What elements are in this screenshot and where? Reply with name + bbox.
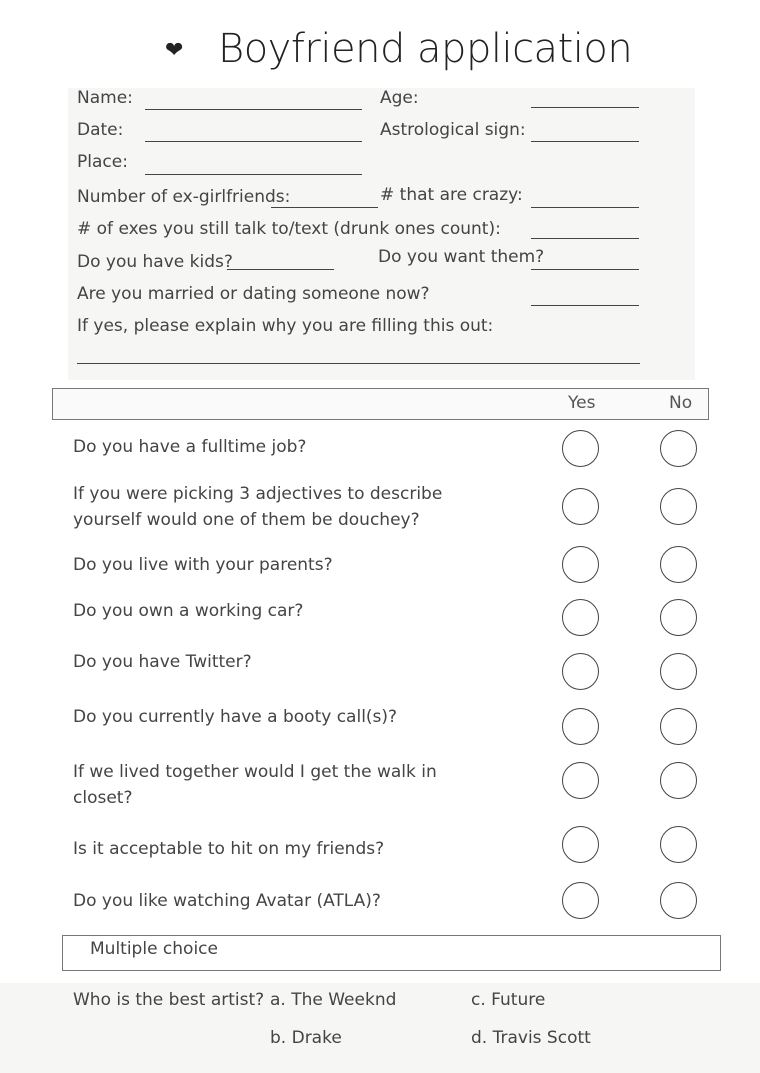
option-c[interactable]: c. Future <box>471 990 546 1010</box>
married-field[interactable] <box>531 305 639 306</box>
yes-radio[interactable] <box>562 488 599 525</box>
yes-column-header: Yes <box>568 393 596 413</box>
option-b[interactable]: b. Drake <box>270 1028 342 1048</box>
yes-radio[interactable] <box>562 708 599 745</box>
no-radio[interactable] <box>660 546 697 583</box>
yes-radio[interactable] <box>562 653 599 690</box>
question-text: Do you own a working car? <box>73 601 304 621</box>
no-radio[interactable] <box>660 826 697 863</box>
yes-radio[interactable] <box>562 599 599 636</box>
talk-label: # of exes you still talk to/text (drunk ones count): <box>77 219 501 239</box>
yes-no-header <box>52 388 709 420</box>
mc-question: Who is the best artist? <box>73 990 265 1010</box>
no-radio[interactable] <box>660 708 697 745</box>
question-text: Do you like watching Avatar (ATLA)? <box>73 891 381 911</box>
date-label: Date: <box>77 120 124 140</box>
heart-icon: ❤ <box>165 38 184 63</box>
age-label: Age: <box>380 88 419 108</box>
yes-radio[interactable] <box>562 430 599 467</box>
astro-label: Astrological sign: <box>380 120 526 140</box>
exes-label: Number of ex-girlfriends: <box>77 187 291 207</box>
no-radio[interactable] <box>660 882 697 919</box>
no-radio[interactable] <box>660 488 697 525</box>
exes-field[interactable] <box>271 207 378 208</box>
place-label: Place: <box>77 152 128 172</box>
place-field[interactable] <box>145 174 362 175</box>
yes-radio[interactable] <box>562 826 599 863</box>
question-text: Is it acceptable to hit on my friends? <box>73 839 385 859</box>
want-field[interactable] <box>531 269 639 270</box>
question-text: If we lived together would I get the walk in closet? <box>73 762 437 808</box>
option-d[interactable]: d. Travis Scott <box>471 1028 591 1048</box>
yes-radio[interactable] <box>562 546 599 583</box>
question-text: Do you have Twitter? <box>73 652 252 672</box>
kids-field[interactable] <box>227 269 334 270</box>
no-radio[interactable] <box>660 599 697 636</box>
multiple-choice-heading: Multiple choice <box>90 939 218 959</box>
option-a[interactable]: a. The Weeknd <box>270 990 397 1010</box>
crazy-label: # that are crazy: <box>380 185 523 205</box>
no-radio[interactable] <box>660 430 697 467</box>
kids-label: Do you have kids? <box>77 252 233 272</box>
married-label: Are you married or dating someone now? <box>77 284 430 304</box>
no-column-header: No <box>669 393 693 413</box>
question-text: If you were picking 3 adjectives to describe yourself would one of them be douchey? <box>73 484 443 530</box>
name-field[interactable] <box>145 109 362 110</box>
talk-field[interactable] <box>531 238 639 239</box>
age-field[interactable] <box>531 107 639 108</box>
no-radio[interactable] <box>660 762 697 799</box>
want-label: Do you want them? <box>378 247 545 267</box>
name-label: Name: <box>77 88 133 108</box>
explain-field[interactable] <box>77 363 640 364</box>
question-text: Do you live with your parents? <box>73 555 333 575</box>
explain-label: If yes, please explain why you are filling this out: <box>77 316 494 336</box>
yes-radio[interactable] <box>562 762 599 799</box>
yes-radio[interactable] <box>562 882 599 919</box>
page-title: Boyfriend application <box>218 26 633 72</box>
no-radio[interactable] <box>660 653 697 690</box>
crazy-field[interactable] <box>531 207 639 208</box>
date-field[interactable] <box>145 141 362 142</box>
astro-field[interactable] <box>531 141 639 142</box>
question-text: Do you have a fulltime job? <box>73 437 307 457</box>
question-text: Do you currently have a booty call(s)? <box>73 707 398 727</box>
